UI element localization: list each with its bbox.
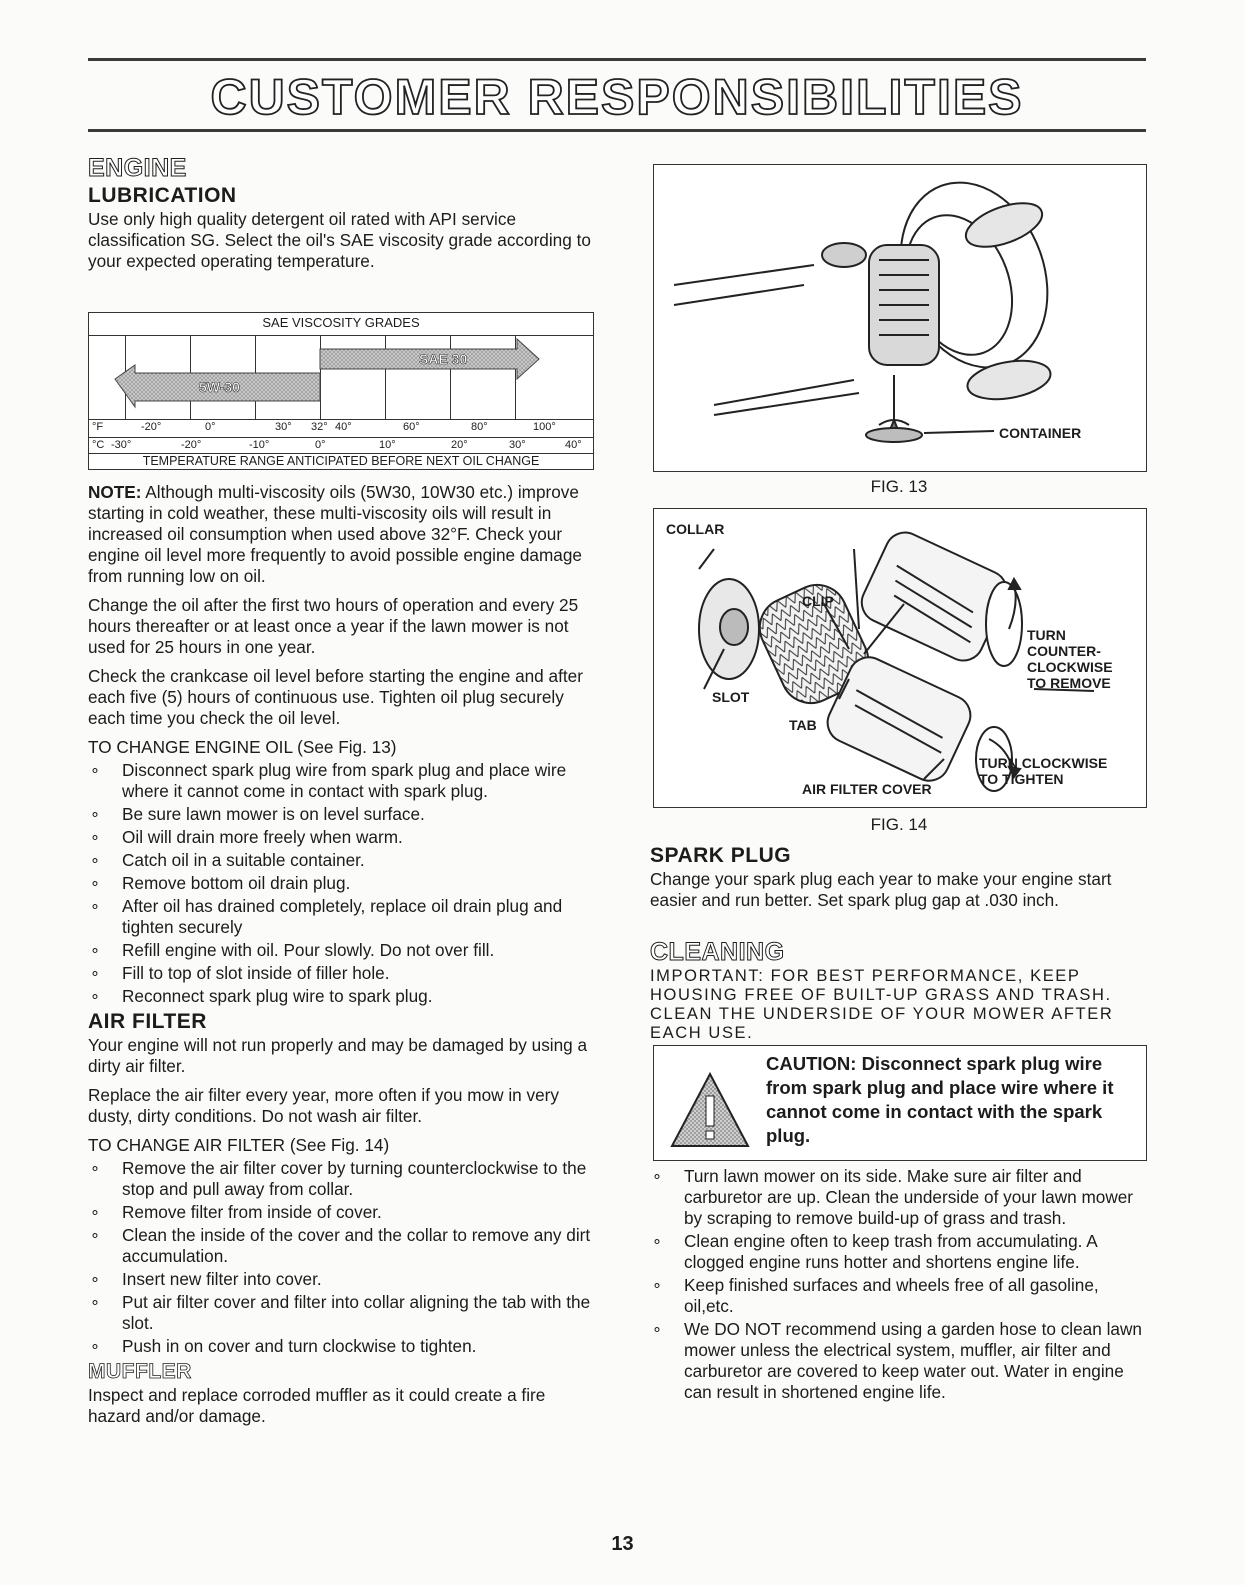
turn-ccw-line: TURN — [1027, 627, 1066, 643]
c-tick: 30° — [509, 439, 526, 451]
list-item: ∘ After oil has drained completely, replace oil drain plug and tighten securely — [88, 896, 600, 938]
muffler-paragraph: Inspect and replace corroded muffler as it could create a fire hazard and/or damage. — [88, 1385, 546, 1426]
list-item: ∘ Remove bottom oil drain plug. — [88, 873, 600, 894]
f-tick: 60° — [403, 421, 420, 433]
viscosity-chart-header: SAE VISCOSITY GRADES — [262, 315, 420, 330]
list-item: ∘ We DO NOT recommend using a garden hose to clean lawn mower unless the electrical system, muffler, air filter and carburetor are covered to keep water out. Water in engine can result in shortened engine life. — [650, 1319, 1152, 1403]
list-item: ∘ Oil will drain more freely when warm. — [88, 827, 600, 848]
air-filter-paragraph-1: Your engine will not run properly and may be damaged by using a dirty air filter. — [88, 1035, 588, 1076]
list-item: ∘ Be sure lawn mower is on level surface. — [88, 804, 600, 825]
list-item: ∘ Disconnect spark plug wire from spark plug and place wire where it cannot come in contact with spark plug. — [88, 760, 600, 802]
title-underline-rule — [88, 129, 1146, 132]
fig13-illustration — [653, 164, 1147, 472]
fig14-caption: FIG. 14 — [870, 815, 928, 834]
spark-plug-paragraph: Change your spark plug each year to make your engine start easier and run better. Set spark plug gap at .030 inch. — [650, 869, 1112, 910]
warning-triangle-icon — [668, 1070, 752, 1150]
cleaning-heading: CLEANING — [650, 938, 785, 966]
tab-label: TAB — [789, 717, 817, 733]
caution-text: CAUTION: Disconnect spark plug wire from spark plug and place wire where it cannot come in contact with the spark plug. — [766, 1053, 1114, 1146]
list-item: ∘ Refill engine with oil. Pour slowly. Do not over fill. — [88, 940, 600, 961]
spark-plug-heading: SPARK PLUG — [650, 844, 792, 867]
page-number: 13 — [611, 1533, 634, 1555]
cleaning-steps — [650, 1166, 1152, 1403]
f-tick: 30° — [275, 421, 292, 433]
list-item: ∘ Reconnect spark plug wire to spark plug. — [88, 986, 600, 1007]
lubrication-notes — [88, 482, 600, 1435]
f-tick: 0° — [205, 421, 216, 433]
air-filter-paragraph-2: Replace the air filter every year, more often if you mow in very dusty, dirty conditions. Do not wash air filter. — [88, 1085, 559, 1126]
c-tick: 10° — [379, 439, 396, 451]
list-item: ∘ Insert new filter into cover. — [88, 1269, 600, 1290]
change-oil-steps — [88, 760, 600, 1007]
muffler-heading: MUFFLER — [88, 1360, 192, 1383]
turn-ccw-label — [1027, 627, 1113, 691]
c-tick: -20° — [181, 439, 202, 451]
turn-ccw-line: TO REMOVE — [1027, 675, 1111, 691]
page-title: CUSTOMER RESPONSIBILITIES — [210, 69, 1024, 125]
fig14-illustration — [653, 508, 1147, 808]
engine-heading: ENGINE — [88, 154, 187, 182]
c-unit: °C — [92, 439, 105, 451]
turn-ccw-line: CLOCKWISE — [1027, 659, 1113, 675]
f-tick: 100° — [533, 421, 556, 433]
list-item: ∘ Put air filter cover and filter into collar aligning the tab with the slot. — [88, 1292, 600, 1334]
list-item: ∘ Keep finished surfaces and wheels free of all gasoline, oil,etc. — [650, 1275, 1152, 1317]
spark-plug-section — [650, 843, 1152, 919]
cleaning-section — [650, 937, 1152, 1051]
cleaning-steps-section — [650, 1166, 1152, 1405]
f-tick: 32° — [311, 421, 328, 433]
celsius-row — [89, 437, 593, 454]
list-item: ∘ Fill to top of slot inside of filler hole. — [88, 963, 600, 984]
engine-section — [88, 153, 600, 280]
list-item: ∘ Push in on cover and turn clockwise to tighten. — [88, 1336, 600, 1357]
viscosity-range-arrows — [89, 335, 593, 419]
list-item: ∘ Remove the air filter cover by turning counterclockwise to the stop and pull away from collar. — [88, 1158, 600, 1200]
f-tick: 40° — [335, 421, 352, 433]
note-label: NOTE: — [88, 482, 142, 502]
turn-ccw-line: COUNTER- — [1027, 643, 1101, 659]
air-filter-heading: AIR FILTER — [88, 1010, 207, 1033]
list-item: ∘ Turn lawn mower on its side. Make sure air filter and carburetor are up. Clean the underside of your lawn mower by scraping to remove build-up of grass and trash. — [650, 1166, 1152, 1229]
fahrenheit-row — [89, 419, 593, 438]
list-item: ∘ Catch oil in a suitable container. — [88, 850, 600, 871]
f-unit: °F — [92, 421, 104, 433]
sae30-label: SAE 30 — [419, 351, 468, 367]
container-label: CONTAINER — [999, 425, 1082, 441]
caution-box — [653, 1045, 1147, 1161]
change-air-filter-title: TO CHANGE AIR FILTER (See Fig. 14) — [88, 1135, 390, 1155]
5w30-label: 5W-30 — [199, 379, 240, 395]
f-tick: -20° — [141, 421, 162, 433]
collar-label: COLLAR — [666, 521, 725, 537]
sae-viscosity-chart — [88, 312, 594, 470]
clip-label: CLIP — [802, 593, 834, 609]
fig13-caption: FIG. 13 — [870, 477, 928, 496]
list-item: ∘ Clean the inside of the cover and the collar to remove any dirt accumulation. — [88, 1225, 600, 1267]
f-tick: 80° — [471, 421, 488, 433]
viscosity-chart-footer: TEMPERATURE RANGE ANTICIPATED BEFORE NEXT OIL CHANGE — [89, 453, 593, 468]
lubrication-heading: LUBRICATION — [88, 184, 237, 207]
c-tick: 40° — [565, 439, 582, 451]
slot-label: SLOT — [712, 689, 750, 705]
turn-cw-line: TO TIGHTEN — [979, 771, 1064, 787]
c-tick: -10° — [249, 439, 270, 451]
change-interval-paragraph: Change the oil after the first two hours of operation and every 25 hours thereafter or at least once a year if the lawn mower is not used for 25 hours in one year. — [88, 595, 579, 657]
list-item: ∘ Clean engine often to keep trash from accumulating. A clogged engine runs hotter and shortens engine life. — [650, 1231, 1152, 1273]
top-rule — [88, 58, 1146, 61]
list-item: ∘ Remove filter from inside of cover. — [88, 1202, 600, 1223]
change-air-filter-steps — [88, 1158, 600, 1357]
check-crankcase-paragraph: Check the crankcase oil level before starting the engine and after each five (5) hours of continuous use. Tighten oil plug securely each time you check the oil level. — [88, 666, 583, 728]
lubrication-intro: Use only high quality detergent oil rated with API service classification SG. Select the oil's SAE viscosity grade according to your expected operating temperature. — [88, 209, 591, 271]
note-text: Although multi-viscosity oils (5W30, 10W30 etc.) improve starting in cold weather, these multi-viscosity oils will result in increased oil consumption when used above 32°F. Check your engine oil level more frequently to avoid possible engine damage from running low on oil. — [88, 482, 582, 586]
turn-cw-line: TURN CLOCKWISE — [979, 755, 1108, 771]
c-tick: 20° — [451, 439, 468, 451]
note-paragraph — [88, 482, 600, 587]
c-tick: 0° — [315, 439, 326, 451]
air-filter-cover-label: AIR FILTER COVER — [802, 781, 932, 797]
change-oil-title: TO CHANGE ENGINE OIL (See Fig. 13) — [88, 737, 397, 757]
cleaning-important-notice: IMPORTANT: FOR BEST PERFORMANCE, KEEP HOUSING FREE OF BUILT-UP GRASS AND TRASH. CLEAN THE UNDERSIDE OF YOUR MOWER AFTER EACH USE. — [650, 967, 1114, 1042]
c-tick: -30° — [111, 439, 132, 451]
turn-cw-label — [979, 755, 1107, 787]
